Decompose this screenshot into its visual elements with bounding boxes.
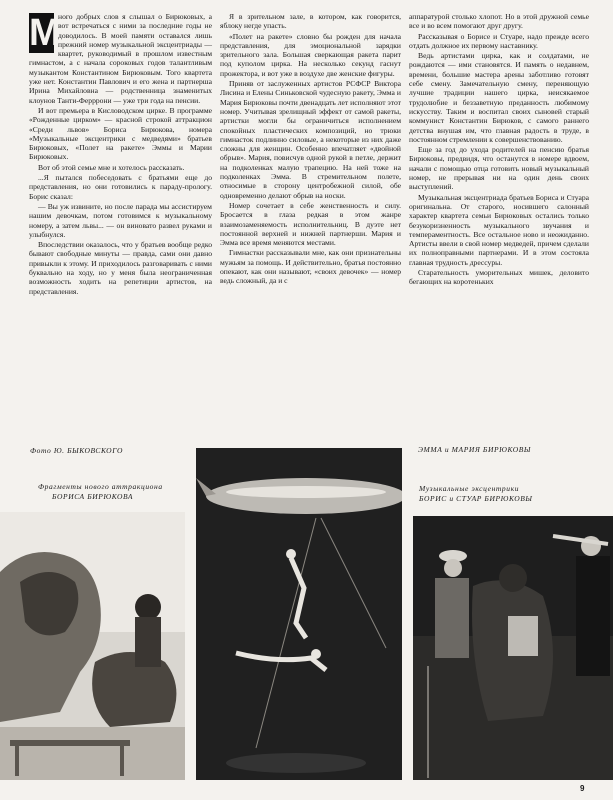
paragraph: Вот об этой семье мне и хотелось рассказать. <box>38 162 185 172</box>
drop-cap: М <box>29 12 61 54</box>
paragraph: Я в зрительном зале, в котором, как говорится, яблоку негде упасть. <box>220 12 401 31</box>
rocket-photo <box>196 448 402 780</box>
article-column-3 <box>409 12 589 288</box>
paragraph: — Вы уж извините, но после парада мы ассистируем нашим девочкам, потом готовимся к музыкальному номеру, а затем львы... — он виновато развел руками и улыбнулся. <box>29 201 212 239</box>
paragraph: ного добрых слов я слышал о Бирюковых, а вот встречаться с ними за последние годы не доводилось. В моей памяти оставался лишь прежний номер музыкальной эксцентриады — квартет, руководимый в прошлом известным гимнастом, а с начала сороковых годов талантливым музыкантом Константином Бирюковым. Того квартета уже нет. Константин Павлович и его жена и партнерша Ирина Михайловна — родственница знаменитых клоунов Танти-Ферррони — уже три года на пенсии. <box>29 12 212 105</box>
paragraph: Рассказывая о Борисе и Стуаре, надо прежде всего отдать должное их первому наставнику. <box>409 31 589 50</box>
caption-center: ЭММА и МАРИЯ БИРЮКОВЫ <box>418 445 532 454</box>
paragraph: Номер сочетает в себе женственность и силу. Бросается в глаза редкая в этом жанре взаимозаменяемость исполнительниц. В дуэте нет постоянной верхней и нижней партнерши. Мария и Эмма все время меняются местами. <box>220 200 401 248</box>
page-number: 9 <box>580 784 585 793</box>
paragraph: Впоследствии оказалось, что у братьев вообще редко бывают свободные минуты — правда, сами они давно привыкли к этому. И приходилось разговаривать с ними буквально на ходу, но у меня была неограниченная возможность ходить на репетиции артистов, на представления. <box>29 240 212 296</box>
paragraph: Еще за год до ухода родителей на пенсию братья Бирюковы, предвидя, что останутся в номере вдвоем, начали с помощью отца готовить новый музыкальный номер, не прерывая ни на один день своих выступлений. <box>409 145 589 192</box>
bears-photo <box>413 516 613 780</box>
paragraph: Приняв от заслуженных артистов РСФСР Виктора Лисина и Елены Синьковской чудесную ракету, Эмма и Мария Бирюковы почти двенадцать лет исполняют этот номер. Учитывая зрелищный эффект от самой ракеты, артистки могли бы ограничиться исполнением спокойных пластических композиций, но трюки гимнасток подлинно силовые, а некоторые из них даже сложны для женщин. Особенно впечатляет «двойной обрыв». Мария, повисчув одной рукой в петле, держит на подколенках малую трапецию. На ней тоже на подколенках Эмма. В стремительном полете, относимые в сторону центробежной силой, обе одновременно делают обрыв на носки. <box>220 79 401 200</box>
paragraph: Старательность уморительных мишек, деловито бегающих на коротеньких <box>409 268 589 287</box>
photo-credit: Фото Ю. БЫКОВСКОГО <box>30 446 123 455</box>
paragraph: ...Я пытался побеседовать с братьями еще до представления, но они готовились к параду-прологу. Борис сказал: <box>29 173 212 201</box>
caption-right-title: Музыкальные эксцентрики <box>419 484 520 493</box>
paragraph: Гимнастки рассказывали мне, как они признательны мужьям за помощь. И действительно, братья постоянно опекают, как они называют, «своих девочек» — номер ведь сложный, да и с <box>220 248 401 286</box>
paragraph: И вот премьера в Кисловодском цирке. В программе «Рожденные цирком» — красной строкой аттракцион «Среди львов» Бориса Бирюкова, номера «Музыкальные эксцентрики с медведями» братьев Бирюковых, «Полет на ракете» Эммы и Марии Бирюковых. <box>29 105 212 162</box>
article-column-2 <box>220 12 401 287</box>
paragraph: аппаратурой столько хлопот. Но в этой дружной семье все и во всем помогают друг другу. <box>409 12 589 31</box>
caption-left-name: БОРИСА БИРЮКОВА <box>52 492 134 501</box>
article-column-1 <box>29 12 212 297</box>
caption-right-name: БОРИС и СТУАР БИРЮКОВЫ <box>419 494 533 503</box>
paragraph: «Полет на ракете» словно бы рожден для начала представления, для эмоциональной зарядки зрительного зала. Большая сверкающая ракета парит под куполом цирка. На несколько секунд гаснут прожектора, и вот уже в воздухе две женские фигуры. <box>220 31 401 78</box>
paragraph: Музыкальная эксцентриада братьев Бориса и Стуара оригинальна. От старого, носившего салонный характер квартета семьи Бирюковых остались только безукоризненность музыкального звучания и темпераментность. Все остальное ново и неожиданно. Артисты ввели в свой номер медведей, причем сделали их полноправными партнерами. И в этом состояла главная трудность дрессуры. <box>409 192 589 267</box>
caption-left-title: Фрагменты нового аттракциона <box>38 482 163 491</box>
lion-photo <box>0 512 185 780</box>
paragraph: Ведь артистами цирка, как и солдатами, не рождаются — ими становятся. И память о недавнем, времени, большие мастера арены заботливо готовят себе смену. Замечательную смену, переняющую лучшие традиции нашего цирка, неисякаемое трудолюбие и беззаветную преданность любимому искусству. Таким и воспитал своих сыновей старый коммунист Константин Бирюков, с самого раннего детства внушая им, что главная радость в труде, в постоянном стремлении к совершенствованию. <box>409 51 589 144</box>
